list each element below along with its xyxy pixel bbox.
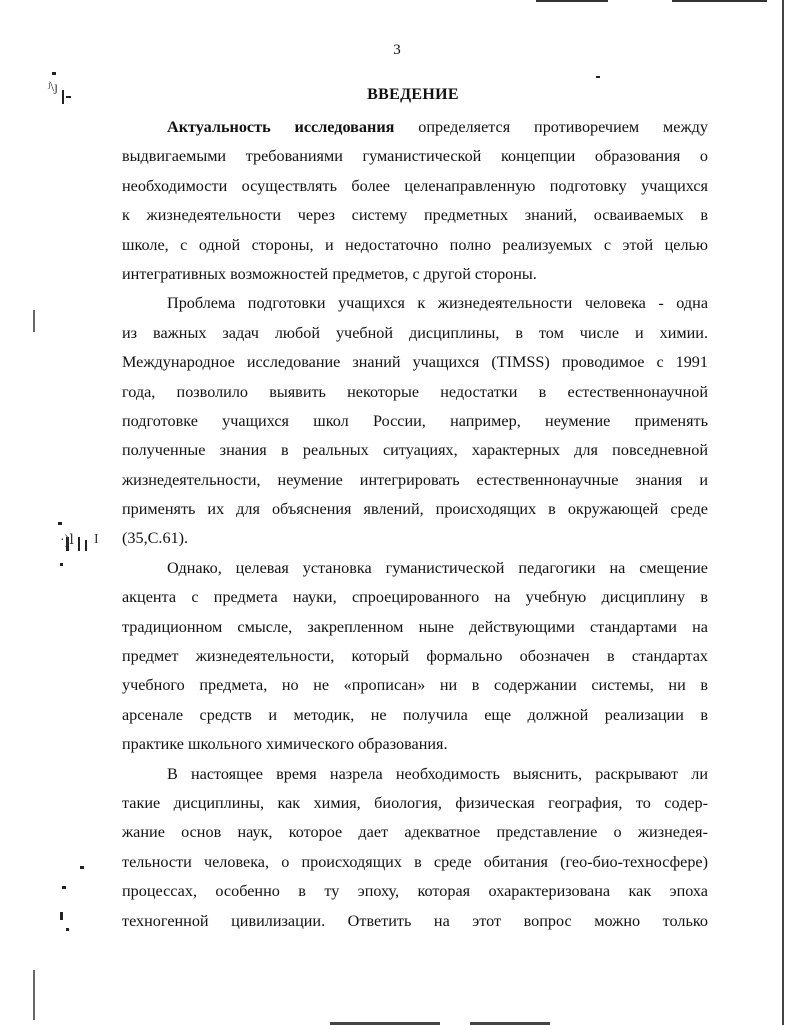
scan-dot [58, 522, 62, 525]
scan-dot [60, 912, 63, 920]
scan-dot [60, 563, 63, 566]
margin-scribble: ʲ\ȷ [48, 80, 58, 95]
text-line: жизнедеятельности, неумение интегрировать естественнонаучные знания и [122, 470, 708, 489]
text-line: полученные знания в реальных ситуациях, характерных для повседневной [122, 441, 708, 460]
text-line: необходимости осуществлять более целенаправленную подготовку учащихся [122, 176, 708, 195]
text-line: школе, с одной стороны, и недостаточно полно реализуемых с этой целью [122, 235, 708, 254]
text-line: Проблема подготовки учащихся к жизнедеятельности человека - одна [167, 294, 708, 313]
scan-dot [80, 866, 84, 869]
scan-dot [78, 537, 80, 551]
text-line: традиционном смысле, закрепленном ныне действующими стандартами на [122, 617, 708, 636]
text-line: предмет жизнедеятельности, который формально обозначен в стандартах [122, 647, 708, 666]
paragraph [122, 554, 708, 760]
text-line [122, 113, 708, 142]
text-line: арсенале средств и методик, не получила еще должной реализации в [122, 705, 708, 724]
margin-scribble: I [94, 532, 99, 547]
scan-dot [52, 72, 56, 75]
scan-dot [62, 886, 66, 889]
body-text [122, 113, 708, 936]
text-line: из важных задач любой учебной дисциплины, в том числе и химии. [122, 323, 708, 342]
scan-dot [62, 90, 64, 104]
text-line: такие дисциплины, как химия, биология, физическая география, то содер- [122, 793, 708, 812]
scan-left-tick [33, 310, 35, 332]
text-line: интегративных возможностей предметов, с другой стороны. [122, 264, 537, 283]
text-line: техногенной цивилизации. Ответить на этот вопрос можно только [122, 911, 708, 930]
paragraph [122, 289, 708, 554]
text-line: Однако, целевая установка гуманистической педагогики на смещение [167, 558, 708, 577]
scan-dot [596, 76, 600, 78]
text-line: жание основ наук, которое дает адекватное представление о жизнедея- [122, 823, 708, 842]
text-line: выдвигаемыми требованиями гуманистической концепции образования о [122, 147, 708, 166]
scan-dot [66, 928, 69, 931]
bold-lead: Актуальность исследования [167, 118, 395, 136]
text-line: (35,С.61). [122, 529, 189, 548]
text-line: к жизнедеятельности через систему предметных знаний, осваиваемых в [122, 206, 708, 225]
section-title: ВВЕДЕНИЕ [367, 86, 459, 103]
text-line: применять их для объяснения явлений, происходящих в окружающей среде [122, 500, 708, 519]
text-line: подготовке учащихся школ России, например, неумение применять [122, 411, 708, 430]
text-line: Международное исследование знаний учащихся (TIMSS) проводимое с 1991 [122, 353, 708, 372]
scan-left-tick [33, 970, 35, 1020]
line-text: определяется противоречием между [394, 118, 708, 136]
scan-dot [66, 96, 71, 98]
text-line: процессах, особенно в ту эпоху, которая охарактеризована как эпоха [122, 882, 708, 901]
scan-top-rule [672, 0, 767, 2]
paragraph [122, 760, 708, 936]
page-number: 3 [393, 42, 401, 58]
text-line: акцента с предмета науки, спроецированного на учебную дисциплину в [122, 588, 708, 607]
margin-scribble: ·)ⅼ [60, 533, 74, 548]
text-line: учебного предмета, но не «прописан» ни в содержании системы, ни в [122, 676, 708, 695]
text-line: В настоящее время назрела необходимость выяснить, раскрывают ли [167, 764, 708, 783]
text-line: тельности человека, о происходящих в среде обитания (гео-био-техносфере) [122, 852, 708, 871]
text-line: практике школьного химического образования. [122, 735, 448, 754]
paragraph [122, 113, 708, 289]
text-line: года, позволило выявить некоторые недостатки в естественнонаучной [122, 382, 708, 401]
scan-top-rule [536, 0, 608, 2]
scan-dot [85, 540, 87, 551]
scan-right-edge [782, 0, 784, 1025]
